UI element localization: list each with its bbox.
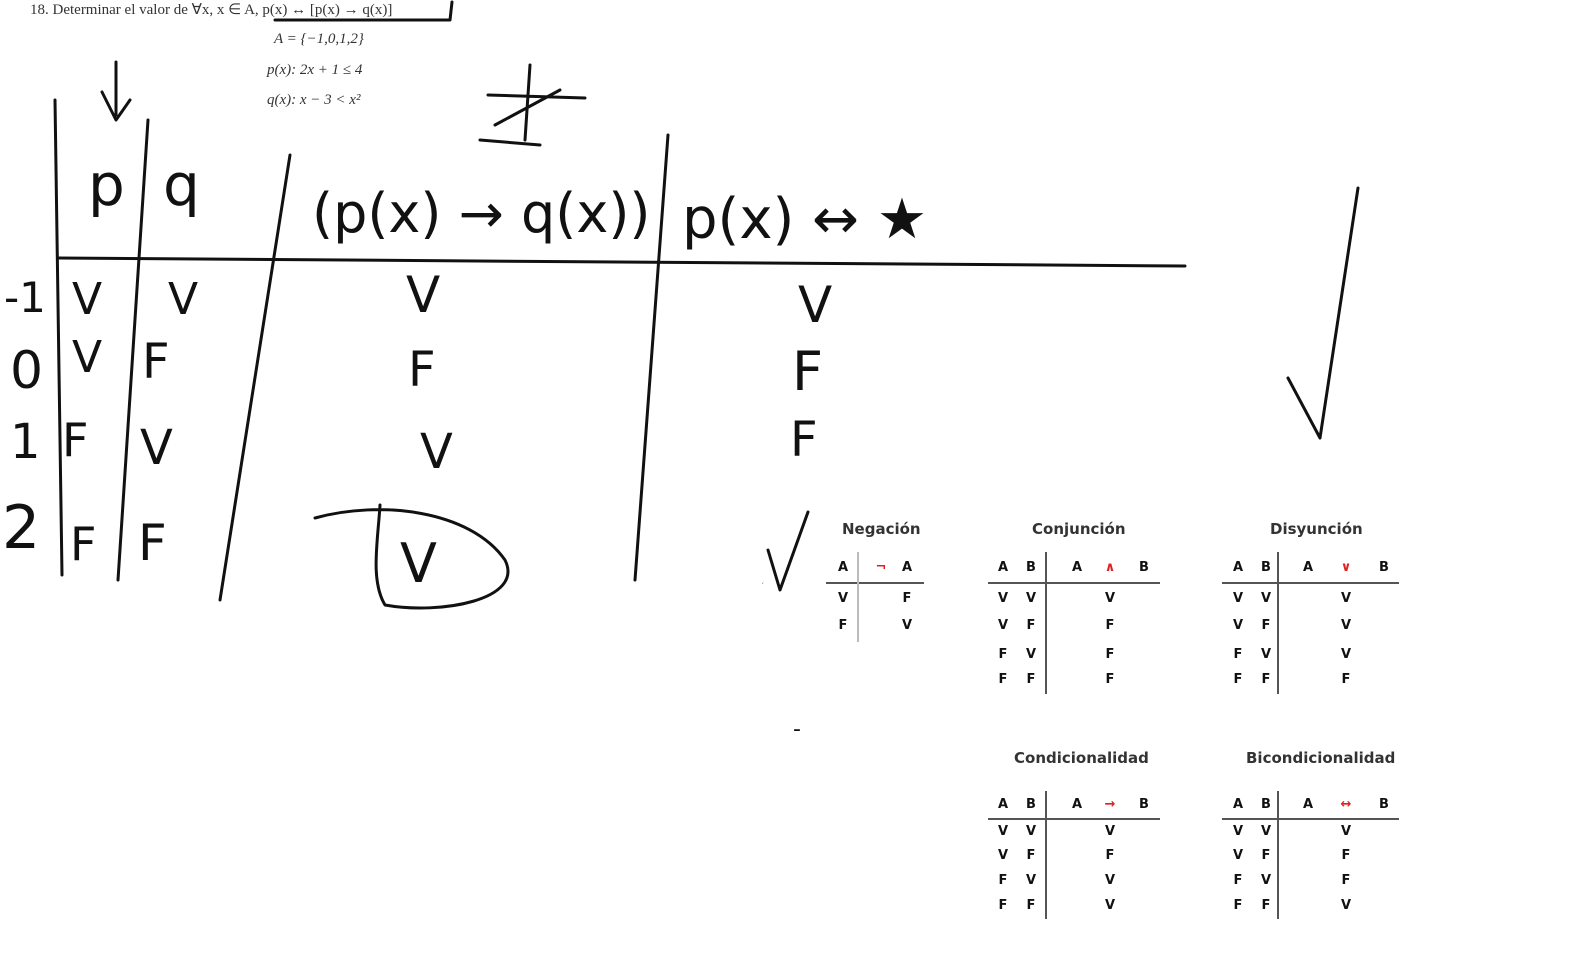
header-biconditional: p(x) ↔ ★ xyxy=(682,187,928,252)
header-cell: A xyxy=(1232,560,1244,575)
problem-title: 18. Determinar el valor de ∀x, x ∈ A, p(x) ↔ [p(x) → q(x)] xyxy=(30,2,393,18)
p-definition: p(x): 2x + 1 ≤ 4 xyxy=(267,62,363,78)
cell: V xyxy=(1232,591,1244,606)
header-cell: B xyxy=(1379,797,1389,812)
header-cell: A xyxy=(837,560,849,575)
conditional-table xyxy=(988,749,1163,924)
column-rule xyxy=(1277,552,1279,694)
negation-title: Negación xyxy=(842,520,921,538)
cell: V xyxy=(1104,591,1116,606)
cell: F xyxy=(1105,618,1115,633)
cell: V xyxy=(1232,618,1244,633)
cell: F xyxy=(1026,898,1036,913)
cell: V xyxy=(1340,898,1352,913)
row-impl-value: F xyxy=(408,342,436,398)
header-p: p xyxy=(88,151,125,219)
row-q-value: V xyxy=(168,274,199,325)
header-cell: A xyxy=(1302,797,1314,812)
cell: F xyxy=(998,672,1008,687)
cell: V xyxy=(901,618,913,633)
cell: V xyxy=(1104,873,1116,888)
row-q-value: V xyxy=(140,420,173,476)
row-bicond-value: V xyxy=(798,276,833,334)
cell: V xyxy=(1104,824,1116,839)
row-p-value: V xyxy=(72,332,103,383)
cell: F xyxy=(1026,618,1036,633)
conjunction-table xyxy=(988,520,1163,700)
header-underline-stroke xyxy=(58,258,1185,266)
cell: V xyxy=(1025,824,1037,839)
cell: F xyxy=(1261,672,1271,687)
or-operator: ∨ xyxy=(1340,560,1352,575)
cell: V xyxy=(1232,848,1244,863)
row-x-value: 1 xyxy=(10,414,41,470)
cell: F xyxy=(1105,647,1115,662)
header-cell: B xyxy=(1026,560,1036,575)
row-p-value: F xyxy=(62,413,89,467)
header-rule xyxy=(1222,818,1399,820)
cell: F xyxy=(838,618,848,633)
header-cell: A xyxy=(1071,560,1083,575)
biconditional-title: Bicondicionalidad xyxy=(1246,749,1396,767)
star-scribble-stroke xyxy=(480,65,585,145)
disjunction-table xyxy=(1222,520,1402,700)
cell: F xyxy=(1233,647,1243,662)
header-implication: (p(x) → q(x)) xyxy=(312,182,651,245)
header-cell: B xyxy=(1139,797,1149,812)
row-impl-value: V xyxy=(420,424,453,480)
not-operator: ¬ xyxy=(875,560,887,575)
cell: V xyxy=(1025,647,1037,662)
column-rule xyxy=(1045,552,1047,694)
set-a-definition: A = {−1,0,1,2} xyxy=(274,31,364,47)
cell: V xyxy=(1340,591,1352,606)
cell: F xyxy=(1341,848,1351,863)
cell: V xyxy=(1025,591,1037,606)
header-cell: A xyxy=(997,560,1009,575)
header-q: q xyxy=(163,151,200,219)
cell: V xyxy=(1340,824,1352,839)
cell: F xyxy=(1105,672,1115,687)
header-cell: B xyxy=(1026,797,1036,812)
cell: V xyxy=(1260,591,1272,606)
row-impl-value: V xyxy=(406,266,441,324)
stray-dash: - xyxy=(793,717,801,742)
cell: V xyxy=(997,848,1009,863)
conjunction-title: Conjunción xyxy=(1032,520,1126,538)
iff-operator: ↔ xyxy=(1340,797,1352,812)
row-p-value: V xyxy=(72,274,103,325)
cell: F xyxy=(1026,672,1036,687)
cell: V xyxy=(1025,873,1037,888)
column-rule xyxy=(857,552,859,642)
header-cell: B xyxy=(1261,797,1271,812)
cell: V xyxy=(1104,898,1116,913)
header-cell: A xyxy=(1232,797,1244,812)
cell: F xyxy=(902,591,912,606)
cell: V xyxy=(1260,647,1272,662)
cell: V xyxy=(1232,824,1244,839)
check-mark-stroke xyxy=(1288,188,1358,438)
row-x-value: 0 xyxy=(10,341,44,401)
cell: F xyxy=(1026,848,1036,863)
header-cell: A xyxy=(997,797,1009,812)
cell: F xyxy=(1341,873,1351,888)
cell: F xyxy=(998,898,1008,913)
cell: V xyxy=(997,591,1009,606)
row-q-value: F xyxy=(142,334,170,390)
header-rule xyxy=(826,582,924,584)
row-bicond-value: F xyxy=(792,340,824,403)
q-definition: q(x): x − 3 < x² xyxy=(267,92,361,108)
cell: F xyxy=(1233,672,1243,687)
header-cell: B xyxy=(1261,560,1271,575)
column-rule xyxy=(1045,791,1047,919)
cell: F xyxy=(1341,672,1351,687)
cell: V xyxy=(1260,873,1272,888)
header-cell: A xyxy=(1302,560,1314,575)
row-q-value: F xyxy=(138,514,167,572)
cell: V xyxy=(997,824,1009,839)
cell: F xyxy=(1233,898,1243,913)
biconditional-table xyxy=(1222,749,1402,924)
cell: F xyxy=(1261,898,1271,913)
header-cell: A xyxy=(901,560,913,575)
header-cell: A xyxy=(1071,797,1083,812)
q-impl-divider-stroke xyxy=(220,155,290,600)
cell: F xyxy=(1261,618,1271,633)
conditional-title: Condicionalidad xyxy=(1014,749,1149,767)
row-x-value: 2 xyxy=(2,493,41,563)
and-operator: ∧ xyxy=(1104,560,1116,575)
cell: V xyxy=(1260,824,1272,839)
disjunction-title: Disyunción xyxy=(1270,520,1363,538)
cell: V xyxy=(997,618,1009,633)
column-rule xyxy=(1277,791,1279,919)
cell: F xyxy=(1233,873,1243,888)
row-x-value: -1 xyxy=(4,273,46,322)
cell: F xyxy=(998,647,1008,662)
cell: F xyxy=(998,873,1008,888)
cell: V xyxy=(1340,618,1352,633)
row-p-value: F xyxy=(70,517,97,571)
header-cell: B xyxy=(1139,560,1149,575)
header-rule xyxy=(988,818,1160,820)
title-underline-stroke xyxy=(275,2,452,20)
header-rule xyxy=(1222,582,1399,584)
row-bicond-value: V xyxy=(762,583,764,585)
row-impl-value: V xyxy=(400,532,437,595)
header-rule xyxy=(988,582,1160,584)
implies-operator: → xyxy=(1104,797,1116,812)
cell: F xyxy=(1105,848,1115,863)
cell: F xyxy=(1261,848,1271,863)
small-check-stroke xyxy=(768,512,808,590)
cell: V xyxy=(837,591,849,606)
cell: V xyxy=(1340,647,1352,662)
row-bicond-value: F xyxy=(790,412,818,468)
left-border-stroke xyxy=(55,100,62,575)
negation-table xyxy=(826,520,926,645)
header-cell: B xyxy=(1379,560,1389,575)
down-arrow-stroke xyxy=(102,62,130,120)
